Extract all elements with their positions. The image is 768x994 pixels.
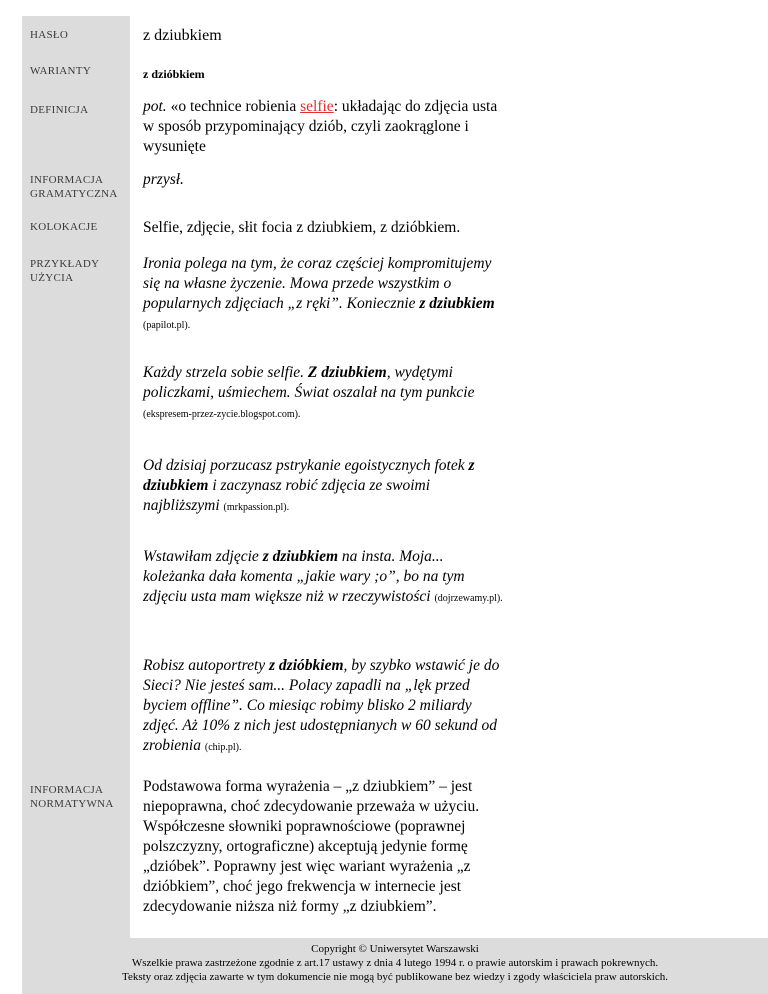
definition-text-before: «o technice robienia [166,98,301,115]
label-informacja-gramatyczna [30,173,130,201]
example-headword: z dzióbkiem [269,657,344,674]
example-text: Ironia polega na tym, że coraz częściej kompromitujemy się na własne życzenie. Mowa przede wszystkim o popularnych zdjęciach „z ręki”. Koniecznie [143,255,492,312]
example-headword: z dziubkiem [143,457,475,494]
example-text: , wydętymi policzkami, uśmiechem. Świat oszalał na tym punkcie [143,364,475,401]
label-warianty: WARIANTY [30,65,92,77]
label-haslo: HASŁO [30,29,69,41]
example-text: Od dzisiaj porzucasz pstrykanie egoistycznych fotek [143,457,469,474]
example-4 [143,547,503,609]
example-source: (chip.pl). [204,742,242,753]
definition [143,97,503,157]
example-text: , by szybko wstawić je do Sieci? Nie jesteś sam... Polacy zapadli na „lęk przed byciem offline”. Co miesiąc robimy blisko 2 miliardy zdjęć. Aż 10% z nich jest udostępnianych w 60 sekund od zrobienia [143,657,500,754]
example-source: (dojrzewamy.pl). [434,593,503,604]
example-5 [143,656,503,758]
footer-copyright: Copyright © Uniwersytet Warszawski [311,943,479,955]
example-1 [143,254,503,336]
example-source: (ekspresem-przez-zycie.blogspot.com). [143,409,301,420]
headword: z dziubkiem [143,27,222,44]
example-text: i zaczynasz robić zdjęcia ze swoimi najbliższymi [143,477,431,514]
label-line: GRAMATYCZNA [30,188,118,200]
label-kolokacje: KOLOKACJE [30,221,98,233]
grammar-info: przysł. [143,171,184,188]
normative-info: Podstawowa forma wyrażenia – „z dziubkiem” – jest niepoprawna, choć zdecydowanie przeważa w użyciu. Współczesne słowniki poprawnościowe (poprawnej polszczyzny, ortograficzne) akceptują jedynie formę „dzióbek”. Poprawny jest więc wariant wyrażenia „z dzióbkiem”, choć jego frekwencja w internecie jest zdecydowanie niższa niż formy „z dziubkiem”. [143,778,480,915]
variant: z dzióbkiem [143,67,205,81]
definition-prefix: pot. [143,98,167,115]
example-source: (mrkpassion.pl). [223,502,290,513]
copyright-footer [22,938,768,994]
example-2 [143,363,503,425]
label-line: INFORMACJA [30,174,104,186]
label-definicja: DEFINICJA [30,104,89,116]
definition-text-after: : układając do zdjęcia usta w sposób przypominający dziób, czyli zaokrąglone i wysunięte [143,98,498,155]
selfie-link[interactable]: selfie [300,98,334,115]
example-headword: z dziubkiem [419,295,495,312]
label-line: UŻYCIA [30,272,74,284]
example-text: na insta. Moja... koleżanka dała komenta „jakie wary ;o”, bo na tym zdjęciu usta mam większe niż w rzeczywistości [143,548,465,605]
example-text: Wstawiłam zdjęcie [143,548,263,565]
example-source: (papilot.pl). [143,320,191,331]
label-line: NORMATYWNA [30,798,114,810]
example-headword: Z dziubkiem [307,364,387,381]
label-przyklady-uzycia [30,257,130,285]
footer-notice: Teksty oraz zdjęcia zawarte w tym dokumencie nie mogą być publikowane bez wiedzy i zgody właściciela praw autorskich. [122,971,668,983]
label-line: PRZYKŁADY [30,258,100,270]
footer-rights: Wszelkie prawa zastrzeżone zgodnie z art.17 ustawy z dnia 4 lutego 1994 r. o prawie autorskim i prawach pokrewnych. [131,957,659,969]
example-text: Robisz autoportrety [143,657,270,674]
example-text: Każdy strzela sobie selfie. [143,364,308,381]
example-3 [143,456,503,518]
label-informacja-normatywna [30,783,130,811]
example-headword: z dziubkiem [262,548,339,565]
label-line: INFORMACJA [30,784,104,796]
collocations: Selfie, zdjęcie, słit focia z dziubkiem, z dzióbkiem. [143,219,461,236]
